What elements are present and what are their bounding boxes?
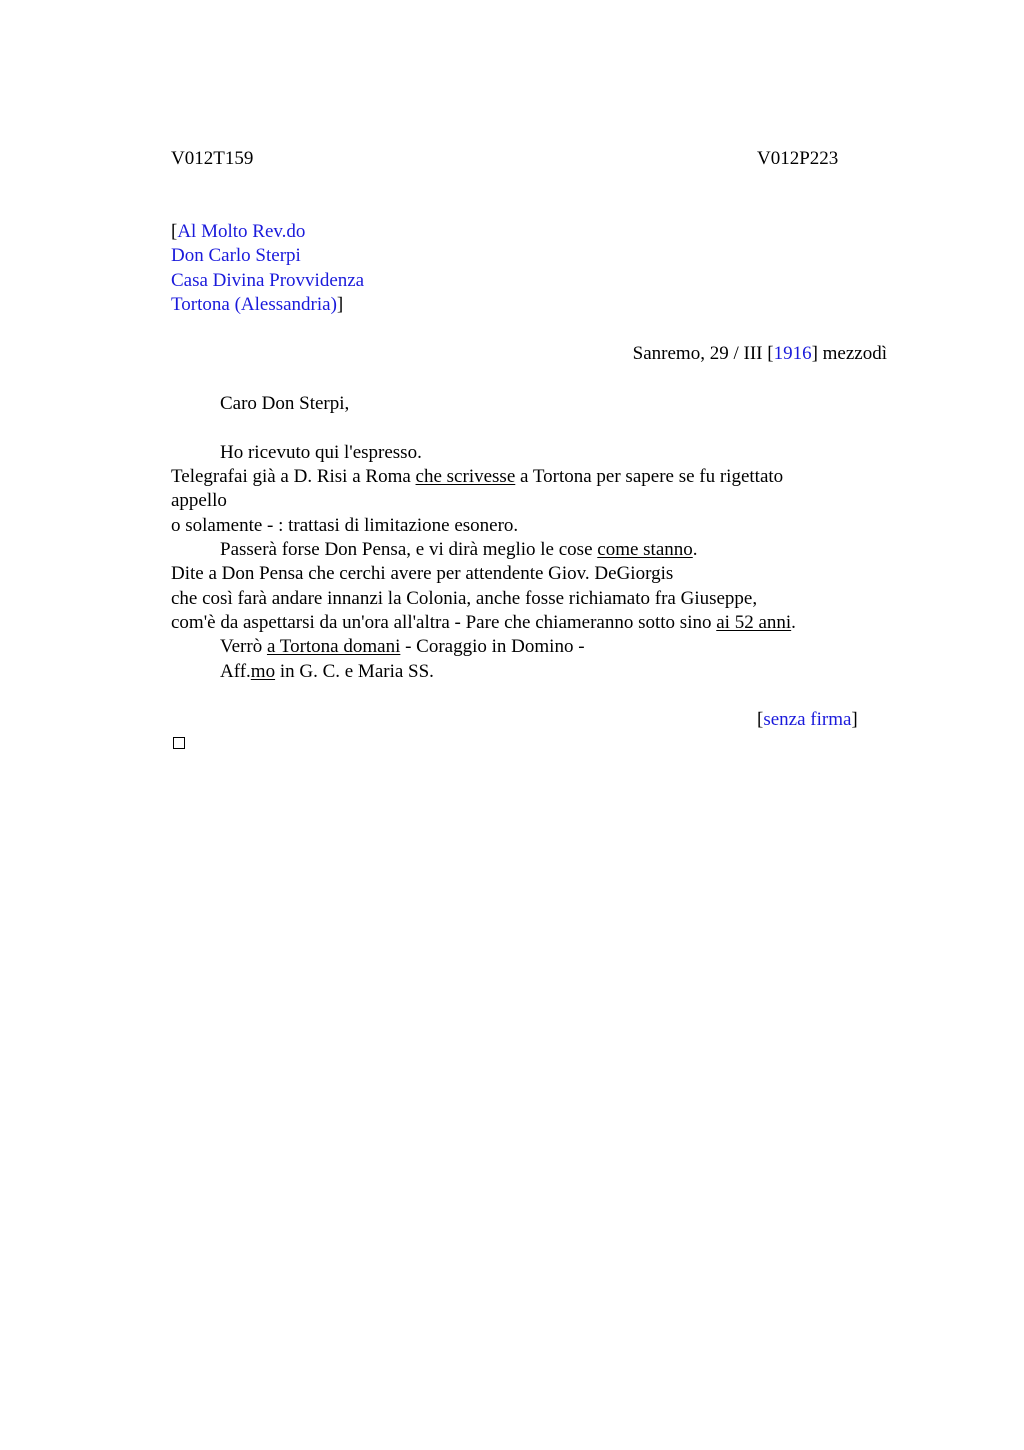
closing-text-end: in G. C. e Maria SS. [275,661,434,682]
address-line-3: Casa Divina Provvidenza [171,270,365,291]
address-line-4 [171,293,343,317]
body-line-8-text-end: . [791,612,796,633]
address-line-1 [171,220,305,244]
salutation: Caro Don Sterpi, [220,393,350,414]
signature-text: senza firma [763,709,852,730]
body-line-1: Ho ricevuto qui l'espresso. [220,442,422,463]
signature-open-bracket: [ [757,709,764,730]
body-line-2-underlined: che scrivesse [415,466,516,487]
checkbox-square-icon [173,737,185,749]
body-line-2-text-end: a Tortona per sapere se fu rigettato [515,466,784,487]
signature-close-bracket: ] [851,709,858,730]
body-line-5-text-end: . [692,539,698,560]
closing-underlined: mo [250,661,276,682]
closing-text: Aff. [220,661,251,682]
body-line-5-underlined: come stanno [597,539,693,560]
body-line-9-text-end: - Coraggio in Domino - [400,636,585,657]
dateline-time: mezzodì [817,343,887,364]
address-line-2: Don Carlo Sterpi [171,245,301,266]
dateline-year-open: [ [767,343,774,364]
body-line-5 [220,538,698,562]
address-city: Tortona (Alessandria) [171,294,337,315]
dateline [633,342,887,366]
body-line-3: appello [171,490,227,511]
dateline-place-date: Sanremo, 29 / III [632,343,768,364]
body-line-9 [220,635,585,659]
body-line-5-text: Passerà forse Don Pensa, e vi dirà meglio le cose [220,539,598,560]
dateline-year: 1916 [773,343,812,364]
ref-code-left: V012T159 [171,148,254,169]
signature-note [757,708,858,732]
body-line-7: che così farà andare innanzi la Colonia, anche fosse richiamato fra Giuseppe, [171,588,758,609]
closing-line [220,660,434,684]
address-close-bracket: ] [336,294,344,315]
body-line-2-text: Telegrafai già a D. Risi a Roma [171,466,416,487]
ref-code-right: V012P223 [757,148,839,169]
address-recipient-title: Al Molto Rev.do [177,221,306,242]
body-line-4: o solamente - : trattasi di limitazione esonero. [171,515,519,536]
address-open-bracket: [ [171,221,178,242]
body-line-6: Dite a Don Pensa che cerchi avere per attendente Giov. DeGiorgis [171,563,674,584]
body-line-8-underlined: ai 52 anni [716,612,792,633]
body-line-8-text: com'è da aspettarsi da un'ora all'altra - Pare che chiameranno sotto sino [171,612,717,633]
body-line-9-text: Verrò [220,636,267,657]
body-line-2 [171,465,783,489]
body-line-9-underlined: a Tortona domani [266,636,401,657]
dateline-year-close: ] [811,343,818,364]
body-line-8 [171,611,796,635]
